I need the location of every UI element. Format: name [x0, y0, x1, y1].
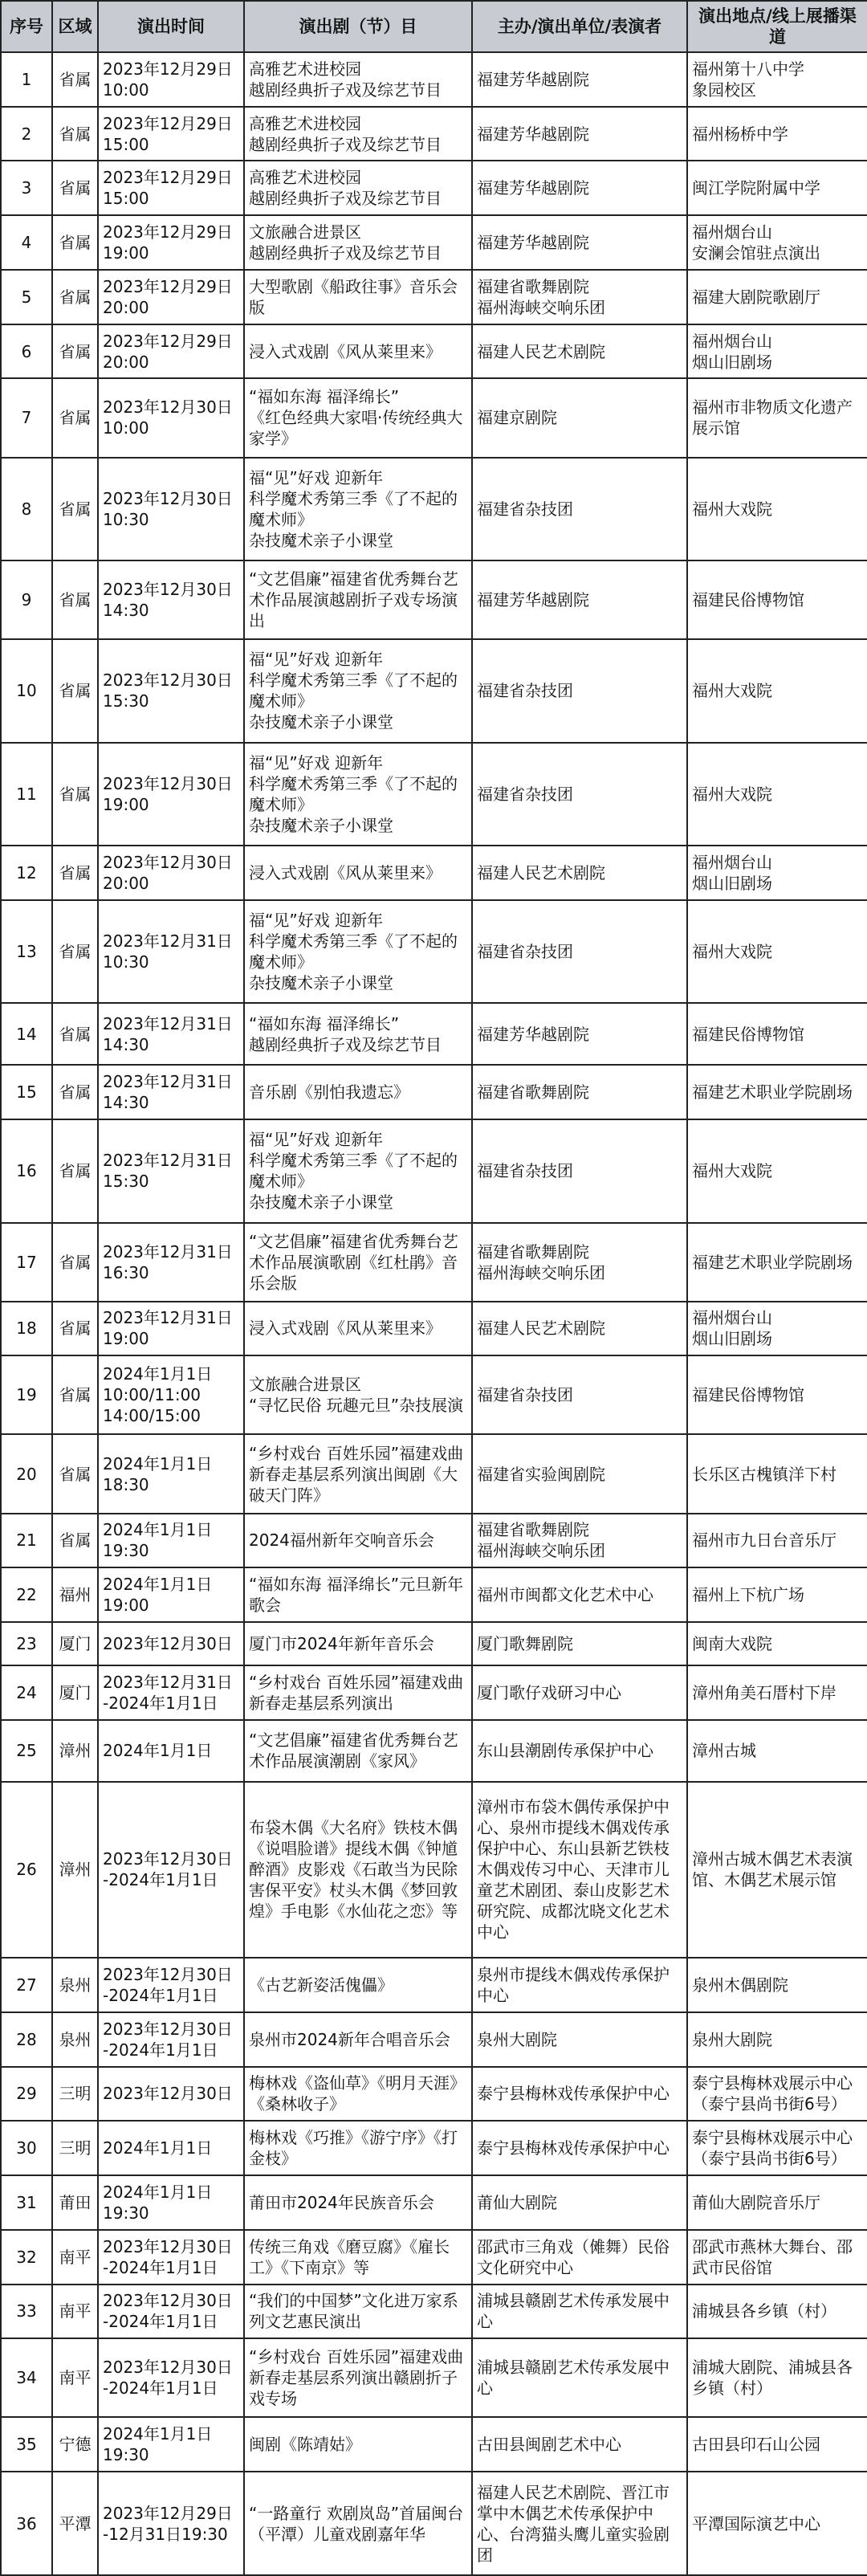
- table-row: [1, 1355, 867, 1434]
- row-region: 省属: [52, 1065, 98, 1119]
- row-organizer: 福建芳华越剧院: [472, 107, 687, 161]
- row-organizer: 福建芳华越剧院: [472, 1003, 687, 1065]
- row-region: 省属: [52, 270, 98, 324]
- table-row: [1, 1434, 867, 1513]
- table-row: [1, 2067, 867, 2122]
- table-row: [1, 2472, 867, 2575]
- row-organizer: 东山县潮剧传承保护中心: [472, 1720, 687, 1782]
- row-organizer: 漳州市布袋木偶传承保护中心、泉州市提线木偶戏传承保护中心、东山县新艺铁枝木偶戏传习中心、天津市儿童艺术剧团、泰山皮影艺术研究院、成都沈晓文化艺术中心: [472, 1782, 687, 1958]
- table-row: [1, 2230, 867, 2285]
- row-index: 14: [1, 1003, 52, 1065]
- row-venue: 福州烟台山 烟山旧剧场: [687, 1302, 867, 1356]
- row-region: 三明: [52, 2121, 98, 2175]
- row-program: 福“见”好戏 迎新年 科学魔术秀第三季《了不起的魔术师》 杂技魔术亲子小课堂: [244, 900, 472, 1003]
- row-program: 福“见”好戏 迎新年 科学魔术秀第三季《了不起的魔术师》 杂技魔术亲子小课堂: [244, 743, 472, 846]
- row-program: “一路童行 欢剧岚岛”首届闽台（平潭）儿童戏剧嘉年华: [244, 2472, 472, 2575]
- header-program: 演出剧（节）目: [244, 1, 472, 52]
- row-program: 大型歌剧《船政往事》音乐会版: [244, 270, 472, 324]
- row-region: 省属: [52, 458, 98, 560]
- table-row: [1, 1567, 867, 1622]
- table-header-row: [1, 1, 867, 52]
- row-index: 12: [1, 846, 52, 900]
- row-time: 2023年12月29日 19:00: [98, 215, 244, 270]
- row-program: “福如东海 福泽绵长”元旦新年歌会: [244, 1567, 472, 1622]
- row-time: 2023年12月31日 14:30: [98, 1003, 244, 1065]
- table-row: [1, 1065, 867, 1119]
- table-row: [1, 270, 867, 324]
- row-region: 莆田: [52, 2175, 98, 2230]
- row-venue: 福州大戏院: [687, 900, 867, 1003]
- row-organizer: 福建芳华越剧院: [472, 560, 687, 639]
- row-region: 宁德: [52, 2417, 98, 2472]
- row-organizer: 厦门歌舞剧院: [472, 1622, 687, 1665]
- row-program: 闽剧《陈靖姑》: [244, 2417, 472, 2472]
- row-index: 6: [1, 324, 52, 379]
- row-program: 梅林戏《巧推》《游宁序》《打金枝》: [244, 2121, 472, 2175]
- table-row: [1, 1514, 867, 1568]
- row-time: 2023年12月30日 -2024年1月1日: [98, 2230, 244, 2285]
- table-row: [1, 1720, 867, 1782]
- row-venue: 福州大戏院: [687, 743, 867, 846]
- row-organizer: 福建省杂技团: [472, 1119, 687, 1222]
- row-program: 浸入式戏剧《风从莱里来》: [244, 1302, 472, 1356]
- row-program: 传统三角戏《磨豆腐》《雇长工》《下南京》等: [244, 2230, 472, 2285]
- table-row: [1, 846, 867, 900]
- row-organizer: 福州市闽都文化艺术中心: [472, 1567, 687, 1622]
- row-organizer: 福建省杂技团: [472, 458, 687, 560]
- row-organizer: 福建人民艺术剧院: [472, 324, 687, 379]
- row-index: 17: [1, 1223, 52, 1302]
- row-index: 19: [1, 1355, 52, 1434]
- row-organizer: 泰宁县梅林戏传承保护中心: [472, 2067, 687, 2122]
- row-index: 31: [1, 2175, 52, 2230]
- row-time: 2024年1月1日 10:00/11:00 14:00/15:00: [98, 1355, 244, 1434]
- row-program: “乡村戏台 百姓乐园”福建戏曲新春走基层系列演出闽剧《大破天门阵》: [244, 1434, 472, 1513]
- row-venue: 福州杨桥中学: [687, 107, 867, 161]
- row-program: 福“见”好戏 迎新年 科学魔术秀第三季《了不起的魔术师》 杂技魔术亲子小课堂: [244, 1119, 472, 1222]
- row-venue: 福建艺术职业学院剧场: [687, 1223, 867, 1302]
- row-index: 18: [1, 1302, 52, 1356]
- row-region: 南平: [52, 2230, 98, 2285]
- row-organizer: 福建省歌舞剧院: [472, 1065, 687, 1119]
- row-venue: 福州市九日台音乐厅: [687, 1514, 867, 1568]
- row-region: 省属: [52, 324, 98, 379]
- row-index: 22: [1, 1567, 52, 1622]
- table-row: [1, 2175, 867, 2230]
- row-index: 27: [1, 1958, 52, 2012]
- table-row: [1, 107, 867, 161]
- row-program: 厦门市2024年新年音乐会: [244, 1622, 472, 1665]
- schedule-body: [1, 52, 867, 2575]
- row-time: 2023年12月30日 -2024年1月1日: [98, 2012, 244, 2067]
- row-organizer: 福建人民艺术剧院: [472, 846, 687, 900]
- row-organizer: 福建省歌舞剧院 福州海峡交响乐团: [472, 1514, 687, 1568]
- table-row: [1, 560, 867, 639]
- row-time: 2023年12月29日 -12月31日19:30: [98, 2472, 244, 2575]
- row-index: 9: [1, 560, 52, 639]
- row-venue: 福建民俗博物馆: [687, 1003, 867, 1065]
- row-venue: 福建大剧院歌剧厅: [687, 270, 867, 324]
- row-time: 2023年12月31日 16:30: [98, 1223, 244, 1302]
- row-region: 省属: [52, 560, 98, 639]
- row-organizer: 邵武市三角戏（傩舞）民俗文化研究中心: [472, 2230, 687, 2285]
- row-region: 省属: [52, 378, 98, 457]
- row-time: 2024年1月1日: [98, 2121, 244, 2175]
- row-time: 2023年12月29日 15:00: [98, 161, 244, 215]
- row-time: 2024年1月1日 19:00: [98, 1567, 244, 1622]
- row-venue: 福州大戏院: [687, 1119, 867, 1222]
- row-index: 34: [1, 2338, 52, 2417]
- row-time: 2023年12月31日 10:30: [98, 900, 244, 1003]
- row-time: 2023年12月30日 14:30: [98, 560, 244, 639]
- row-program: 莆田市2024年民族音乐会: [244, 2175, 472, 2230]
- row-program: 布袋木偶《大名府》铁枝木偶《说唱脸谱》提线木偶《钟馗醉酒》皮影戏《石敢当为民除害保平安》杖头木偶《梦回敦煌》手电影《水仙花之恋》等: [244, 1782, 472, 1958]
- table-row: [1, 1302, 867, 1356]
- row-time: 2024年1月1日 19:30: [98, 2175, 244, 2230]
- row-time: 2023年12月30日 20:00: [98, 846, 244, 900]
- row-venue: 福州大戏院: [687, 458, 867, 560]
- row-time: 2023年12月30日 -2024年1月1日: [98, 1958, 244, 2012]
- table-row: [1, 1622, 867, 1665]
- row-organizer: 福建省歌舞剧院 福州海峡交响乐团: [472, 1223, 687, 1302]
- row-program: “文艺倡廉”福建省优秀舞台艺术作品展演歌剧《红杜鹃》音乐会版: [244, 1223, 472, 1302]
- row-region: 漳州: [52, 1782, 98, 1958]
- row-organizer: 福建人民艺术剧院、晋江市掌中木偶艺术传承保护中心、台湾猫头鹰儿童实验剧团: [472, 2472, 687, 2575]
- table-row: [1, 639, 867, 742]
- row-venue: 福建民俗博物馆: [687, 1355, 867, 1434]
- row-program: “福如东海 福泽绵长” 越剧经典折子戏及综艺节目: [244, 1003, 472, 1065]
- row-region: 漳州: [52, 1720, 98, 1782]
- row-venue: 福州烟台山 烟山旧剧场: [687, 846, 867, 900]
- row-organizer: 福建京剧院: [472, 378, 687, 457]
- row-venue: 漳州古城木偶艺术表演馆、木偶艺术展示馆: [687, 1782, 867, 1958]
- row-time: 2023年12月30日: [98, 2067, 244, 2122]
- row-index: 7: [1, 378, 52, 457]
- row-organizer: 福建省杂技团: [472, 1355, 687, 1434]
- row-time: 2024年1月1日 18:30: [98, 1434, 244, 1513]
- row-venue: 浦城大剧院、浦城县各乡镇（村）: [687, 2338, 867, 2417]
- row-program: “福如东海 福泽绵长” 《红色经典大家唱·传统经典大家学》: [244, 378, 472, 457]
- row-program: 梅林戏《盗仙草》《明月天涯》《桑林收子》: [244, 2067, 472, 2122]
- row-index: 13: [1, 900, 52, 1003]
- row-venue: 莆仙大剧院音乐厅: [687, 2175, 867, 2230]
- header-region: 区域: [52, 1, 98, 52]
- row-time: 2023年12月30日 -2024年1月1日: [98, 2285, 244, 2339]
- header-time: 演出时间: [98, 1, 244, 52]
- row-time: 2024年1月1日 19:30: [98, 1514, 244, 1568]
- row-organizer: 厦门歌仔戏研习中心: [472, 1665, 687, 1720]
- table-row: [1, 2417, 867, 2472]
- table-row: [1, 378, 867, 457]
- row-program: 泉州市2024新年合唱音乐会: [244, 2012, 472, 2067]
- header-venue: 演出地点/线上展播渠道: [687, 1, 867, 52]
- row-time: 2023年12月30日 15:30: [98, 639, 244, 742]
- row-index: 1: [1, 52, 52, 107]
- row-region: 南平: [52, 2285, 98, 2339]
- row-index: 35: [1, 2417, 52, 2472]
- row-time: 2023年12月29日 20:00: [98, 324, 244, 379]
- row-organizer: 浦城县赣剧艺术传承发展中心: [472, 2338, 687, 2417]
- row-venue: 古田县印石山公园: [687, 2417, 867, 2472]
- row-organizer: 泉州市提线木偶戏传承保护中心: [472, 1958, 687, 2012]
- row-region: 省属: [52, 1434, 98, 1513]
- row-time: 2023年12月29日 10:00: [98, 52, 244, 107]
- row-time: 2023年12月30日: [98, 1622, 244, 1665]
- table-row: [1, 458, 867, 560]
- row-region: 厦门: [52, 1622, 98, 1665]
- row-time: 2023年12月30日 10:00: [98, 378, 244, 457]
- table-row: [1, 161, 867, 215]
- row-region: 省属: [52, 846, 98, 900]
- row-index: 4: [1, 215, 52, 270]
- row-organizer: 莆仙大剧院: [472, 2175, 687, 2230]
- row-program: “文艺倡廉”福建省优秀舞台艺术作品展演越剧折子戏专场演出: [244, 560, 472, 639]
- row-venue: 漳州古城: [687, 1720, 867, 1782]
- row-program: “文艺倡廉”福建省优秀舞台艺术作品展演潮剧《家风》: [244, 1720, 472, 1782]
- header-organizer: 主办/演出单位/表演者: [472, 1, 687, 52]
- row-program: 高雅艺术进校园 越剧经典折子戏及综艺节目: [244, 107, 472, 161]
- row-organizer: 福建芳华越剧院: [472, 161, 687, 215]
- row-venue: 福州市非物质文化遗产展示馆: [687, 378, 867, 457]
- row-organizer: 福建省实验闽剧院: [472, 1434, 687, 1513]
- row-region: 省属: [52, 52, 98, 107]
- row-region: 省属: [52, 1223, 98, 1302]
- row-time: 2024年1月1日: [98, 1720, 244, 1782]
- row-venue: 泰宁县梅林戏展示中心 （泰宁县尚书街6号）: [687, 2067, 867, 2122]
- row-venue: 福州大戏院: [687, 639, 867, 742]
- row-region: 省属: [52, 900, 98, 1003]
- row-region: 省属: [52, 743, 98, 846]
- row-index: 28: [1, 2012, 52, 2067]
- row-index: 15: [1, 1065, 52, 1119]
- row-venue: 泉州木偶剧院: [687, 1958, 867, 2012]
- row-index: 5: [1, 270, 52, 324]
- row-venue: 泉州大剧院: [687, 2012, 867, 2067]
- row-time: 2023年12月29日 20:00: [98, 270, 244, 324]
- row-organizer: 古田县闽剧艺术中心: [472, 2417, 687, 2472]
- table-row: [1, 2285, 867, 2339]
- row-organizer: 福建省歌舞剧院 福州海峡交响乐团: [472, 270, 687, 324]
- row-time: 2023年12月31日 19:00: [98, 1302, 244, 1356]
- table-row: [1, 52, 867, 107]
- row-index: 24: [1, 1665, 52, 1720]
- table-row: [1, 2012, 867, 2067]
- row-index: 3: [1, 161, 52, 215]
- row-program: 福“见”好戏 迎新年 科学魔术秀第三季《了不起的魔术师》 杂技魔术亲子小课堂: [244, 458, 472, 560]
- row-program: 福“见”好戏 迎新年 科学魔术秀第三季《了不起的魔术师》 杂技魔术亲子小课堂: [244, 639, 472, 742]
- row-region: 省属: [52, 1003, 98, 1065]
- row-venue: 闽江学院附属中学: [687, 161, 867, 215]
- row-time: 2023年12月31日 15:30: [98, 1119, 244, 1222]
- table-row: [1, 324, 867, 379]
- row-region: 省属: [52, 107, 98, 161]
- row-region: 省属: [52, 215, 98, 270]
- row-index: 20: [1, 1434, 52, 1513]
- row-program: 高雅艺术进校园 越剧经典折子戏及综艺节目: [244, 52, 472, 107]
- row-region: 南平: [52, 2338, 98, 2417]
- row-time: 2023年12月30日 -2024年1月1日: [98, 2338, 244, 2417]
- row-index: 10: [1, 639, 52, 742]
- row-organizer: 福建省杂技团: [472, 743, 687, 846]
- row-time: 2024年1月1日 19:30: [98, 2417, 244, 2472]
- row-program: 音乐剧《别怕我遗忘》: [244, 1065, 472, 1119]
- row-region: 福州: [52, 1567, 98, 1622]
- row-venue: 长乐区古槐镇洋下村: [687, 1434, 867, 1513]
- row-index: 30: [1, 2121, 52, 2175]
- row-time: 2023年12月30日 19:00: [98, 743, 244, 846]
- row-index: 2: [1, 107, 52, 161]
- table-row: [1, 1782, 867, 1958]
- row-region: 三明: [52, 2067, 98, 2122]
- row-venue: 福州上下杭广场: [687, 1567, 867, 1622]
- row-index: 36: [1, 2472, 52, 2575]
- row-time: 2023年12月31日 -2024年1月1日: [98, 1665, 244, 1720]
- row-program: 2024福州新年交响音乐会: [244, 1514, 472, 1568]
- row-organizer: 福建芳华越剧院: [472, 215, 687, 270]
- row-venue: 邵武市燕林大舞台、邵武市民俗馆: [687, 2230, 867, 2285]
- table-row: [1, 900, 867, 1003]
- row-index: 26: [1, 1782, 52, 1958]
- table-row: [1, 2121, 867, 2175]
- table-row: [1, 743, 867, 846]
- row-program: “乡村戏台 百姓乐园”福建戏曲新春走基层系列演出赣剧折子戏专场: [244, 2338, 472, 2417]
- table-row: [1, 2338, 867, 2417]
- row-organizer: 浦城县赣剧艺术传承发展中心: [472, 2285, 687, 2339]
- row-venue: 平潭国际演艺中心: [687, 2472, 867, 2575]
- row-region: 省属: [52, 639, 98, 742]
- row-venue: 福州第十八中学 象园校区: [687, 52, 867, 107]
- table-row: [1, 1119, 867, 1222]
- row-venue: 泰宁县梅林戏展示中心 （泰宁县尚书街6号）: [687, 2121, 867, 2175]
- header-index: 序号: [1, 1, 52, 52]
- row-index: 23: [1, 1622, 52, 1665]
- row-organizer: 福建人民艺术剧院: [472, 1302, 687, 1356]
- row-venue: 闽南大戏院: [687, 1622, 867, 1665]
- row-venue: 福州烟台山 安澜会馆驻点演出: [687, 215, 867, 270]
- row-region: 厦门: [52, 1665, 98, 1720]
- row-organizer: 福建省杂技团: [472, 900, 687, 1003]
- row-index: 11: [1, 743, 52, 846]
- row-region: 泉州: [52, 1958, 98, 2012]
- row-program: “乡村戏台 百姓乐园”福建戏曲新春走基层系列演出: [244, 1665, 472, 1720]
- row-index: 21: [1, 1514, 52, 1568]
- row-index: 29: [1, 2067, 52, 2122]
- row-index: 33: [1, 2285, 52, 2339]
- row-region: 省属: [52, 1302, 98, 1356]
- row-index: 8: [1, 458, 52, 560]
- row-organizer: 福建省杂技团: [472, 639, 687, 742]
- row-region: 省属: [52, 161, 98, 215]
- row-organizer: 泉州大剧院: [472, 2012, 687, 2067]
- row-index: 32: [1, 2230, 52, 2285]
- row-region: 省属: [52, 1514, 98, 1568]
- row-index: 16: [1, 1119, 52, 1222]
- row-index: 25: [1, 1720, 52, 1782]
- row-time: 2023年12月31日 14:30: [98, 1065, 244, 1119]
- row-venue: 福州烟台山 烟山旧剧场: [687, 324, 867, 379]
- row-region: 省属: [52, 1119, 98, 1222]
- row-organizer: 福建芳华越剧院: [472, 52, 687, 107]
- row-region: 省属: [52, 1355, 98, 1434]
- table-row: [1, 215, 867, 270]
- row-region: 泉州: [52, 2012, 98, 2067]
- row-program: 高雅艺术进校园 越剧经典折子戏及综艺节目: [244, 161, 472, 215]
- table-row: [1, 1958, 867, 2012]
- row-time: 2023年12月30日 -2024年1月1日: [98, 1782, 244, 1958]
- row-time: 2023年12月29日 15:00: [98, 107, 244, 161]
- table-row: [1, 1665, 867, 1720]
- row-program: 《古艺新姿活傀儡》: [244, 1958, 472, 2012]
- row-venue: 漳州角美石厝村下岸: [687, 1665, 867, 1720]
- row-venue: 福建艺术职业学院剧场: [687, 1065, 867, 1119]
- row-organizer: 泰宁县梅林戏传承保护中心: [472, 2121, 687, 2175]
- row-venue: 浦城县各乡镇（村）: [687, 2285, 867, 2339]
- row-venue: 福建民俗博物馆: [687, 560, 867, 639]
- row-time: 2023年12月30日 10:30: [98, 458, 244, 560]
- row-program: 浸入式戏剧《风从莱里来》: [244, 846, 472, 900]
- row-program: 浸入式戏剧《风从莱里来》: [244, 324, 472, 379]
- row-region: 平潭: [52, 2472, 98, 2575]
- row-program: “我们的中国梦”文化进万家系列文艺惠民演出: [244, 2285, 472, 2339]
- row-program: 文旅融合进景区 “寻忆民俗 玩趣元旦”杂技展演: [244, 1355, 472, 1434]
- table-row: [1, 1223, 867, 1302]
- table-row: [1, 1003, 867, 1065]
- row-program: 文旅融合进景区 越剧经典折子戏及综艺节目: [244, 215, 472, 270]
